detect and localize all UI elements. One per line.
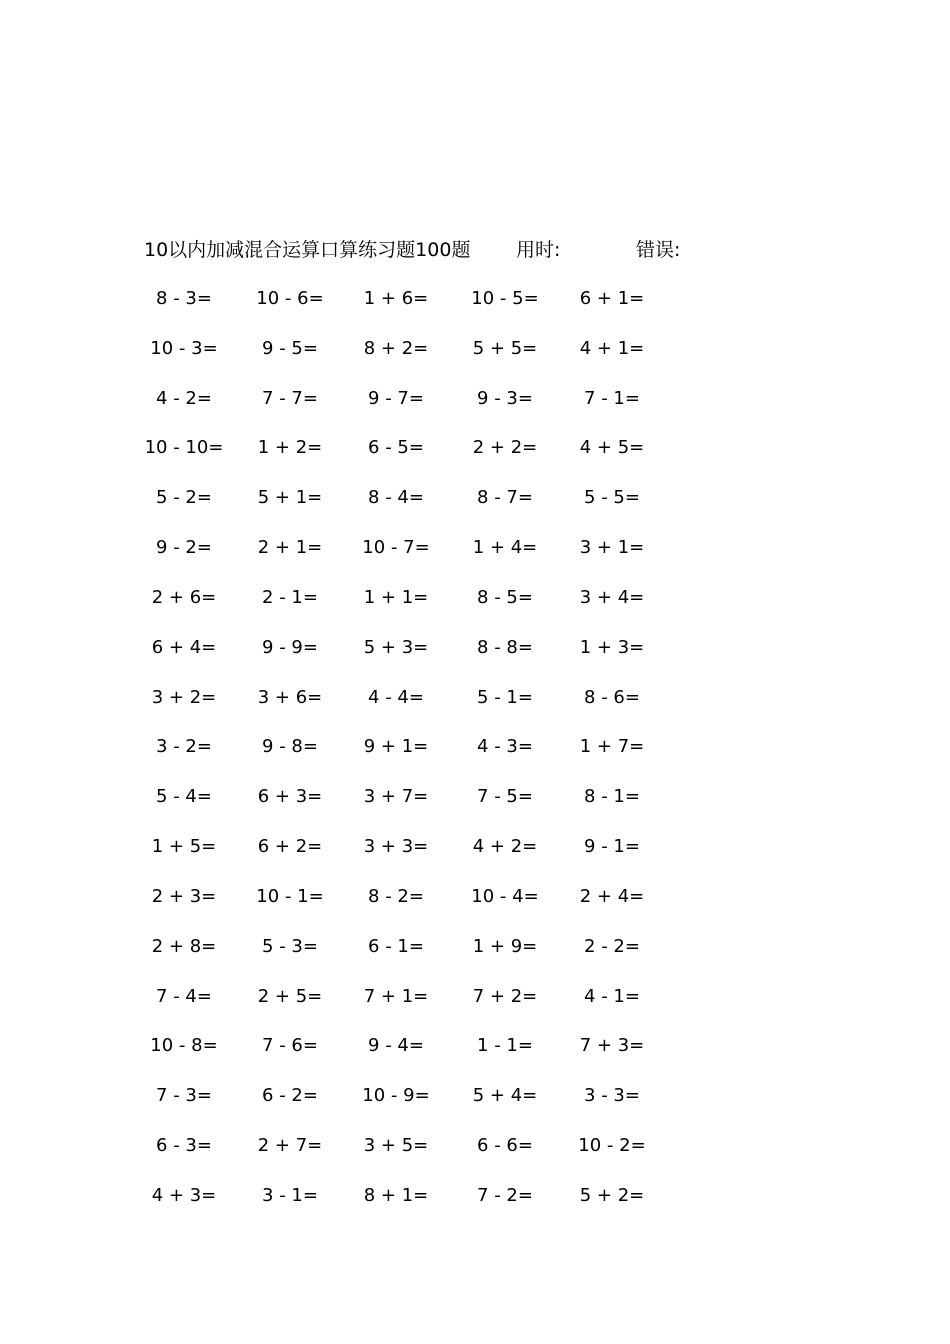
math-problem: 5 - 3= [262, 935, 318, 957]
math-problem: 3 - 2= [156, 736, 212, 758]
math-problem: 9 - 5= [262, 337, 318, 359]
problem-row [0, 832, 950, 882]
math-problem: 6 - 2= [262, 1085, 318, 1107]
math-problem: 10 - 4= [471, 885, 539, 907]
math-problem: 6 - 3= [156, 1135, 212, 1157]
math-problem: 10 - 1= [256, 885, 324, 907]
math-problem: 9 - 7= [368, 387, 424, 409]
math-problem: 7 - 6= [262, 1035, 318, 1057]
problem-row [0, 583, 950, 633]
math-problem: 5 - 5= [584, 487, 640, 509]
math-problem: 1 + 5= [151, 836, 217, 858]
math-problem: 8 - 3= [156, 288, 212, 309]
math-problem: 10 - 10= [144, 437, 224, 459]
math-problem: 6 - 6= [477, 1135, 533, 1157]
problem-row [0, 932, 950, 982]
problem-row [0, 633, 950, 683]
problem-row [0, 384, 950, 434]
math-problem: 4 - 4= [368, 686, 424, 708]
math-problem: 8 - 7= [477, 487, 533, 509]
problem-row [0, 433, 950, 483]
math-problem: 9 - 8= [262, 736, 318, 758]
math-problem: 3 + 2= [151, 686, 217, 708]
math-problem: 8 + 1= [363, 1184, 429, 1206]
math-problem: 4 - 2= [156, 387, 212, 409]
math-problem: 10 - 9= [362, 1085, 430, 1107]
math-problem: 7 + 1= [363, 985, 429, 1007]
math-problem: 2 + 5= [257, 985, 323, 1007]
math-problem: 3 - 1= [262, 1184, 318, 1206]
math-problem: 4 + 3= [151, 1184, 217, 1206]
math-problem: 1 + 7= [579, 736, 645, 758]
problem-row [0, 683, 950, 733]
math-problem: 3 + 3= [363, 836, 429, 858]
math-problem: 1 + 3= [579, 636, 645, 658]
math-problem: 3 - 3= [584, 1085, 640, 1107]
math-problem: 5 + 2= [579, 1184, 645, 1206]
math-problem: 1 + 6= [363, 288, 429, 309]
math-problem: 6 - 5= [368, 437, 424, 459]
math-problem: 7 + 3= [579, 1035, 645, 1057]
math-problem: 4 + 2= [472, 836, 538, 858]
math-problem: 2 + 2= [472, 437, 538, 459]
problem-row [0, 483, 950, 533]
problem-grid [0, 284, 950, 1231]
math-problem: 9 - 1= [584, 836, 640, 858]
math-problem: 9 - 4= [368, 1035, 424, 1057]
math-problem: 2 + 7= [257, 1135, 323, 1157]
math-problem: 2 + 3= [151, 885, 217, 907]
math-problem: 10 - 3= [150, 337, 218, 359]
problem-row [0, 1131, 950, 1181]
problem-row [0, 1181, 950, 1231]
math-problem: 4 - 3= [477, 736, 533, 758]
math-problem: 9 - 2= [156, 537, 212, 559]
math-problem: 5 + 4= [472, 1085, 538, 1107]
math-problem: 8 - 6= [584, 686, 640, 708]
problem-row [0, 1081, 950, 1131]
math-problem: 3 + 7= [363, 786, 429, 808]
problem-row [0, 982, 950, 1032]
worksheet-header [144, 234, 744, 266]
problem-row [0, 533, 950, 583]
math-problem: 5 + 5= [472, 337, 538, 359]
math-problem: 5 + 3= [363, 636, 429, 658]
math-problem: 3 + 1= [579, 537, 645, 559]
math-problem: 1 + 2= [257, 437, 323, 459]
math-problem: 7 + 2= [472, 985, 538, 1007]
math-problem: 7 - 2= [477, 1184, 533, 1206]
error-count-label: 错误: [636, 239, 681, 261]
math-problem: 9 + 1= [363, 736, 429, 758]
math-problem: 1 + 1= [363, 586, 429, 608]
problem-row [0, 732, 950, 782]
math-problem: 9 - 9= [262, 636, 318, 658]
math-problem: 1 + 4= [472, 537, 538, 559]
math-problem: 9 - 3= [477, 387, 533, 409]
math-problem: 6 + 3= [257, 786, 323, 808]
math-problem: 6 - 1= [368, 935, 424, 957]
math-problem: 4 + 5= [579, 437, 645, 459]
math-problem: 4 - 1= [584, 985, 640, 1007]
problem-row [0, 334, 950, 384]
math-problem: 5 - 1= [477, 686, 533, 708]
problem-row [0, 1031, 950, 1081]
math-problem: 3 + 4= [579, 586, 645, 608]
math-problem: 1 - 1= [477, 1035, 533, 1057]
math-problem: 8 - 1= [584, 786, 640, 808]
math-problem: 3 + 5= [363, 1135, 429, 1157]
math-problem: 10 - 6= [256, 288, 324, 309]
math-problem: 7 - 4= [156, 985, 212, 1007]
time-used-label: 用时: [516, 239, 561, 261]
math-problem: 7 - 5= [477, 786, 533, 808]
math-problem: 2 + 8= [151, 935, 217, 957]
problem-row [0, 284, 950, 334]
math-problem: 6 + 2= [257, 836, 323, 858]
math-problem: 5 - 4= [156, 786, 212, 808]
worksheet-title: 10以内加减混合运算口算练习题100题 [144, 239, 471, 261]
math-problem: 2 + 1= [257, 537, 323, 559]
math-problem: 8 - 8= [477, 636, 533, 658]
math-problem: 7 - 3= [156, 1085, 212, 1107]
math-problem: 5 + 1= [257, 487, 323, 509]
math-problem: 4 + 1= [579, 337, 645, 359]
math-problem: 8 - 5= [477, 586, 533, 608]
math-problem: 7 - 7= [262, 387, 318, 409]
math-problem: 2 + 4= [579, 885, 645, 907]
math-problem: 2 - 2= [584, 935, 640, 957]
math-problem: 8 - 2= [368, 885, 424, 907]
math-problem: 3 + 6= [257, 686, 323, 708]
math-problem: 10 - 8= [150, 1035, 218, 1057]
math-problem: 10 - 5= [471, 288, 539, 309]
math-problem: 10 - 7= [362, 537, 430, 559]
math-problem: 10 - 2= [578, 1135, 646, 1157]
math-problem: 1 + 9= [472, 935, 538, 957]
math-problem: 8 - 4= [368, 487, 424, 509]
math-problem: 5 - 2= [156, 487, 212, 509]
math-problem: 7 - 1= [584, 387, 640, 409]
math-problem: 2 + 6= [151, 586, 217, 608]
math-problem: 2 - 1= [262, 586, 318, 608]
problem-row [0, 882, 950, 932]
math-problem: 6 + 4= [151, 636, 217, 658]
problem-row [0, 782, 950, 832]
math-problem: 6 + 1= [579, 288, 645, 309]
math-problem: 8 + 2= [363, 337, 429, 359]
